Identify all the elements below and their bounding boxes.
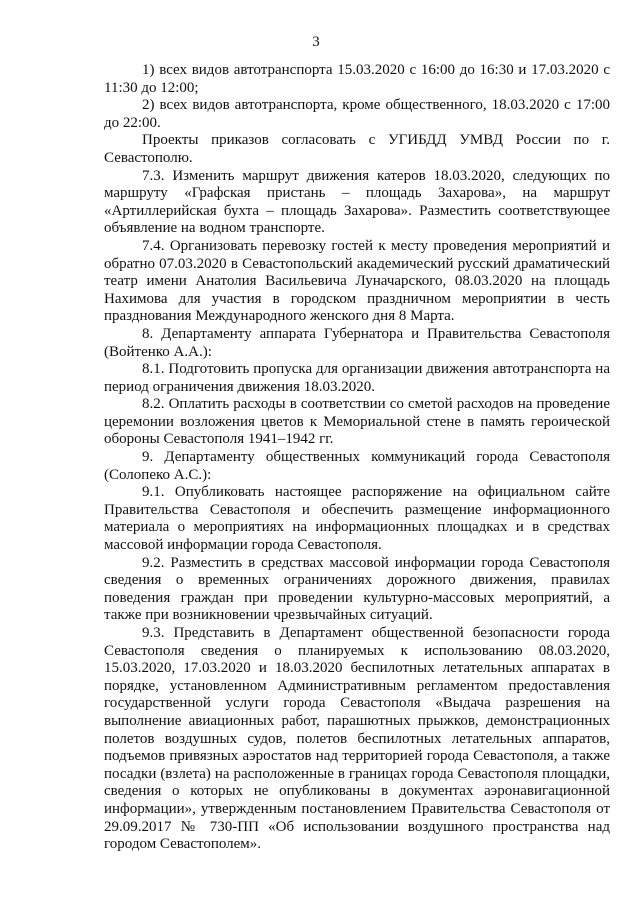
page-number: 3 xyxy=(312,34,320,50)
document-body xyxy=(104,62,610,854)
paragraph-7-4: 7.4. Организовать перевозку гостей к месту проведения мероприятий и обратно 07.03.2020 в Севастопольский академический русский драматический театр имени Анатолия Васильевича Луначарского, 08.03.2020 на площадь Нахимова для участия в городском праздничном мероприятии в честь празднования Международного женского дня 8 Марта. xyxy=(104,237,610,325)
paragraph-transport-restriction-1: 1) всех видов автотранспорта 15.03.2020 с 16:00 до 16:30 и 17.03.2020 с 11:30 до 12:00; xyxy=(104,62,610,96)
paragraph-9-1: 9.1. Опубликовать настоящее распоряжение на официальном сайте Правительства Севастополя и обеспечить размещение информационного материала о мероприятиях на информационных площадках и в средствах массовой информации города Севастополя. xyxy=(104,484,610,554)
paragraph-transport-restriction-2: 2) всех видов автотранспорта, кроме общественного, 18.03.2020 с 17:00 до 22:00. xyxy=(104,97,610,131)
paragraph-9-3: 9.3. Представить в Департамент общественной безопасности города Севастополя сведения о планируемых к использованию 08.03.2020, 15.03.2020, 17.03.2020 и 18.03.2020 беспилотных летательных аппаратах в порядке, установленном Административным регламентом предоставления государственной услуги города Севастополя «Выдача разрешения на выполнение авиационных работ, парашютных прыжков, демонстрационных полетов воздушных судов, полетов беспилотных летательных аппаратов, подъемов привязных аэростатов над территорией города Севастополя, а также посадки (взлета) на расположенные в границах города Севастополя площадки, сведения о которых не опубликованы в документах аэронавигационной информации», утвержденным постановлением Правительства Севастополя от 29.09.2017 № 730-ПП «Об использовании воздушного пространства над городом Севастополем». xyxy=(104,625,610,853)
paragraph-9: 9. Департаменту общественных коммуникаций города Севастополя (Солопеко А.С.): xyxy=(104,449,610,483)
paragraph-9-2: 9.2. Разместить в средствах массовой информации города Севастополя сведения о временных ограничениях дорожного движения, правилах поведения граждан при проведении культурно-массовых мероприятий, а также при возникновении чрезвычайных ситуаций. xyxy=(104,554,610,624)
paragraph-8: 8. Департаменту аппарата Губернатора и Правительства Севастополя (Войтенко А.А.): xyxy=(104,325,610,360)
paragraph-8-1: 8.1. Подготовить пропуска для организации движения автотранспорта на период ограничения движения 18.03.2020. xyxy=(104,361,610,395)
paragraph-8-2: 8.2. Оплатить расходы в соответствии со сметой расходов на проведение церемонии возложения цветов к Мемориальной стене в память героической обороны Севастополя 1941–1942 гг. xyxy=(104,396,610,448)
paragraph-7-3: 7.3. Изменить маршрут движения катеров 18.03.2020, следующих по маршруту «Графская пристань – площадь Захарова», на маршрут «Артиллерийская бухта – площадь Захарова». Разместить соответствующее объявление на водном транспорте. xyxy=(104,167,610,237)
paragraph-orders-approval: Проекты приказов согласовать с УГИБДД УМВД России по г. Севастополю. xyxy=(104,132,610,166)
